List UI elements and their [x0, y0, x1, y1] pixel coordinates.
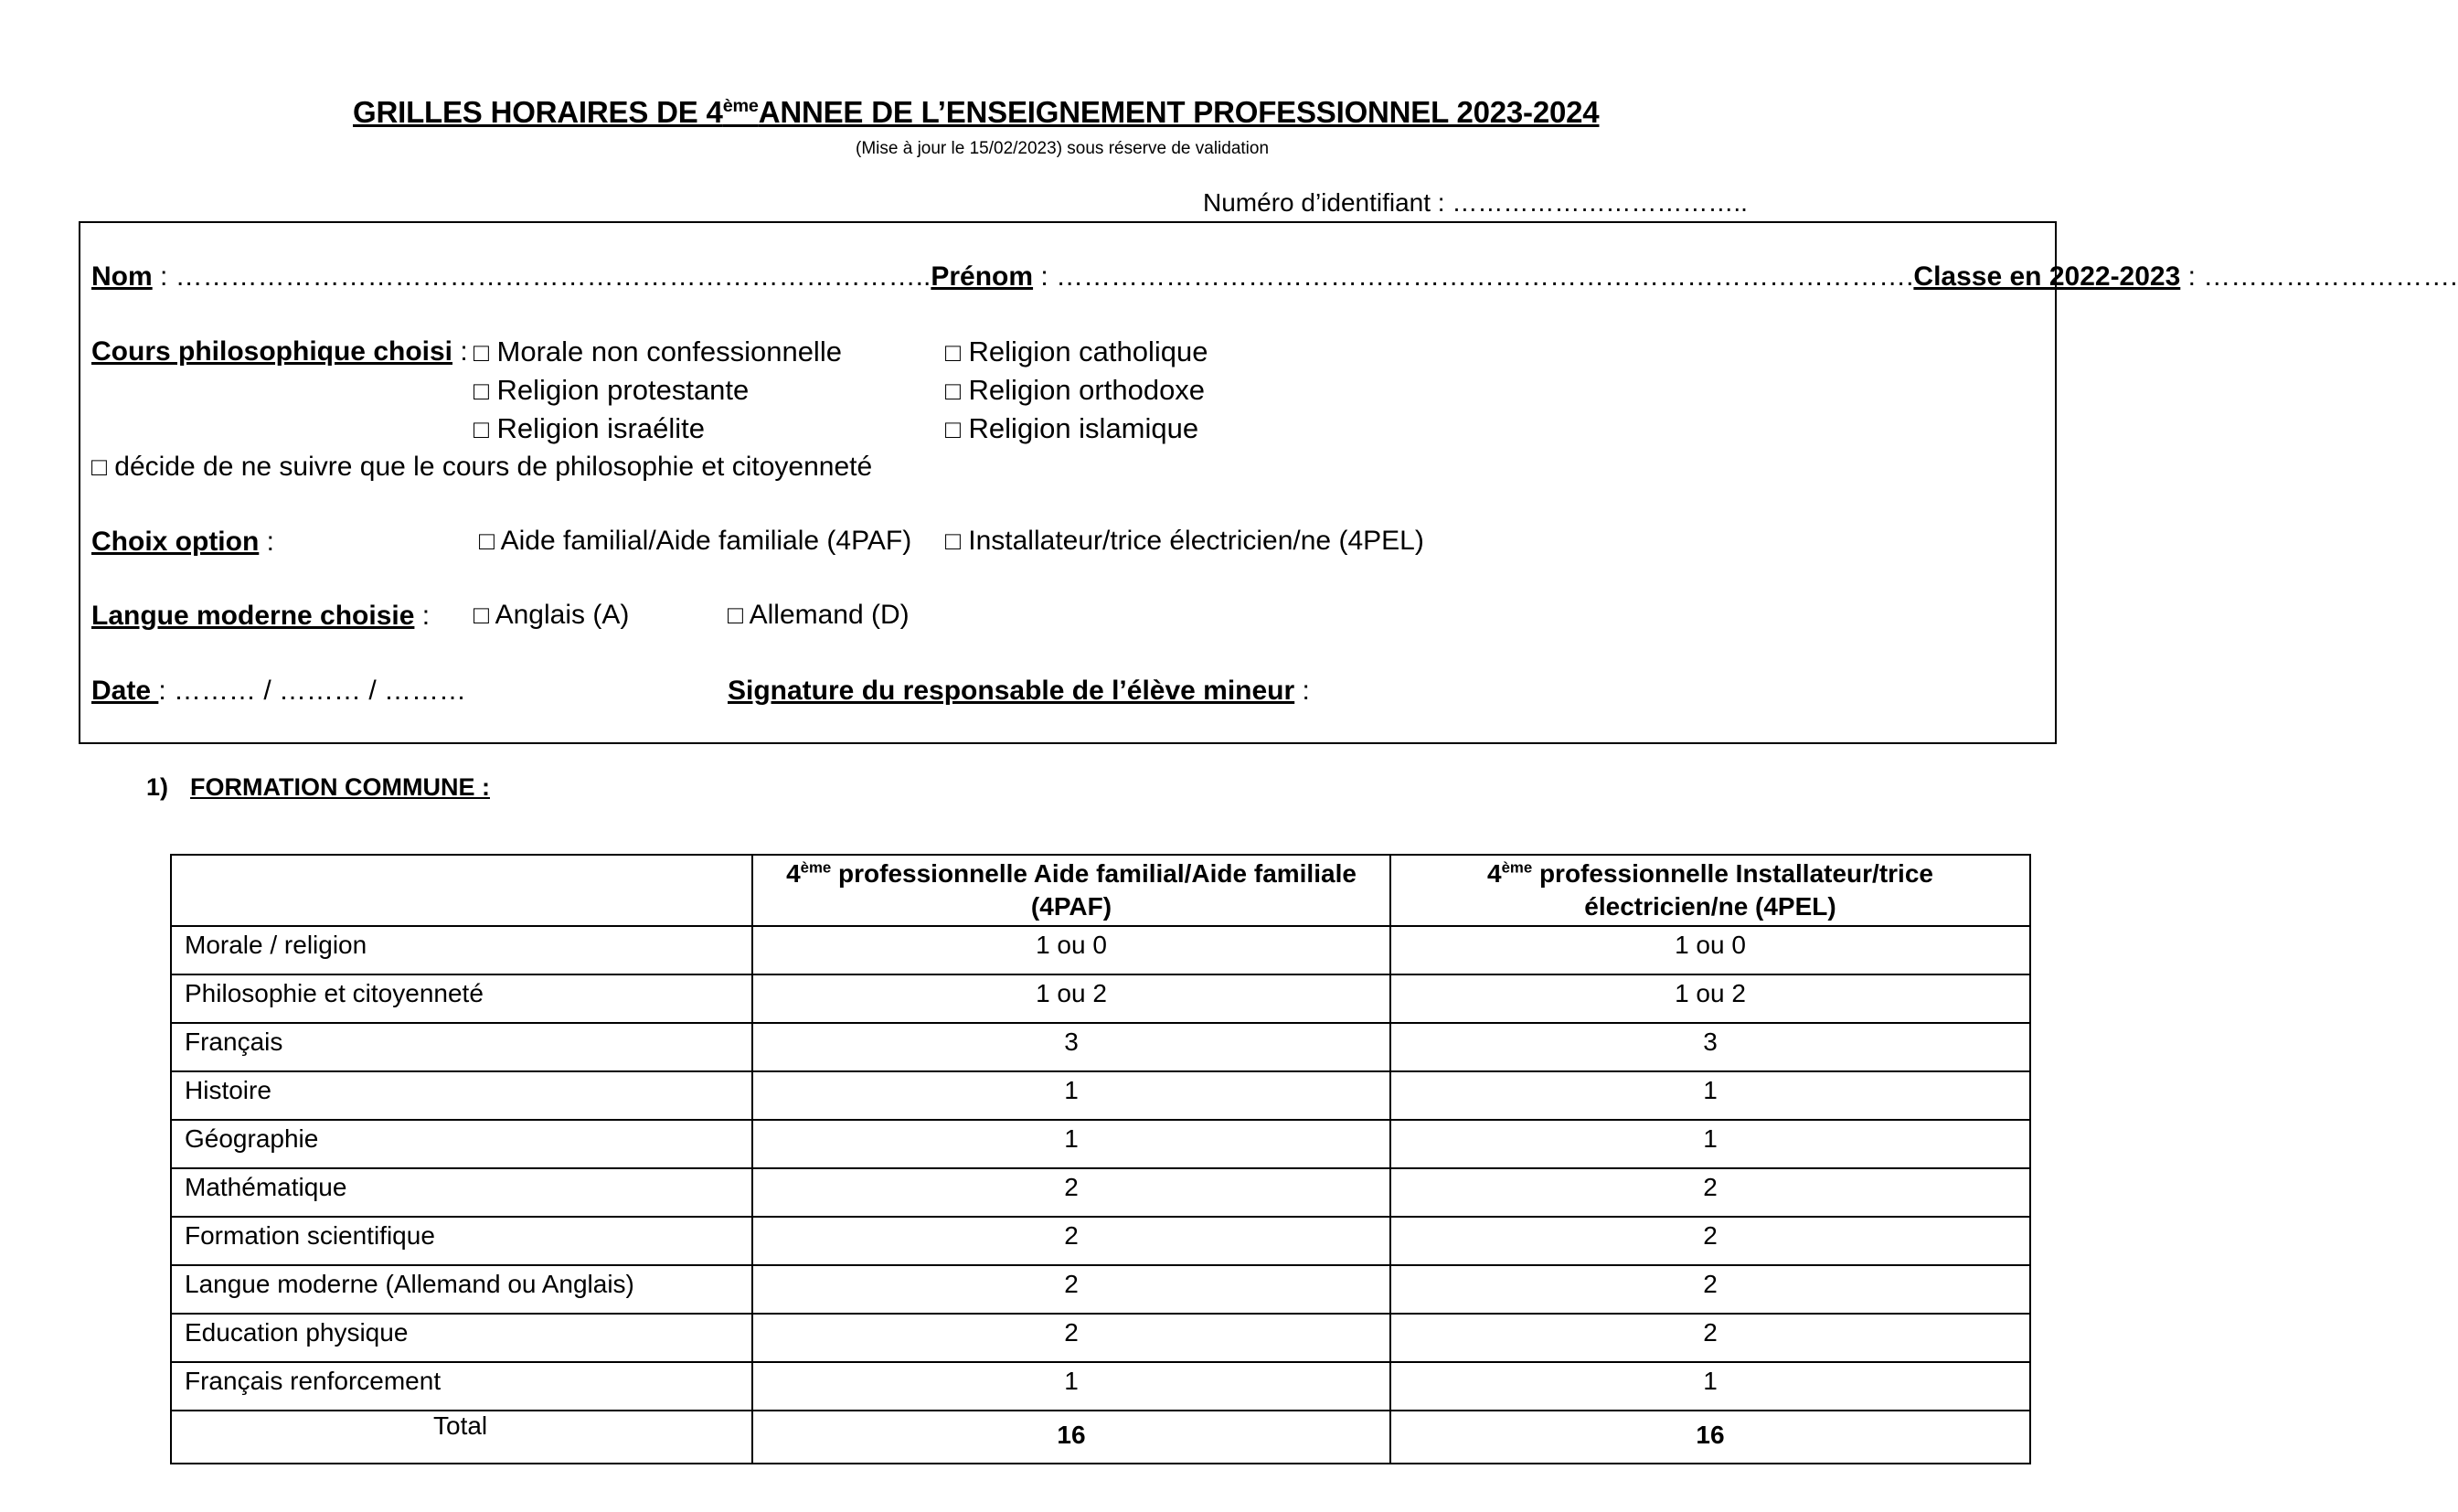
subject-cell: Langue moderne (Allemand ou Anglais) [171, 1265, 752, 1314]
date-row [91, 676, 466, 707]
langue-label: Langue moderne choisie [91, 601, 415, 631]
section-heading [146, 773, 490, 802]
langue-colon: : [414, 601, 431, 631]
cours-label: Cours philosophique choisi [91, 336, 453, 367]
option-label: Religion orthodoxe [968, 374, 1206, 406]
checkbox-icon[interactable]: □ [479, 527, 495, 555]
checkbox-allemand[interactable] [728, 600, 910, 631]
header-4paf: 4ème professionnelle Aide familial/Aide familiale (4PAF) [752, 855, 1390, 926]
section-title: FORMATION COMMUNE : [190, 773, 490, 801]
subject-cell: Français [171, 1023, 752, 1071]
cours-label-row [91, 336, 468, 367]
paf-hours-cell: 2 [752, 1314, 1390, 1362]
table-row [171, 1071, 2030, 1120]
pel-hours-cell: 2 [1390, 1217, 2030, 1265]
checkbox-philosophie-only[interactable] [91, 452, 872, 483]
subject-cell: Histoire [171, 1071, 752, 1120]
paf-hours-cell: 1 ou 2 [752, 974, 1390, 1023]
table-row [171, 1314, 2030, 1362]
checkbox-protestante[interactable] [474, 374, 749, 407]
option-label: Religion catholique [968, 335, 1208, 367]
hours-table [170, 854, 2031, 1464]
total-label: Total [171, 1411, 752, 1464]
subject-cell: Mathématique [171, 1168, 752, 1217]
pel-hours-cell: 2 [1390, 1265, 2030, 1314]
pel-hours-cell: 1 [1390, 1120, 2030, 1168]
option-label: Aide familial/Aide familiale (4PAF) [500, 526, 912, 556]
subject-cell: Français renforcement [171, 1362, 752, 1411]
subject-cell: Philosophie et citoyenneté [171, 974, 752, 1023]
prenom-label: Prénom [931, 261, 1034, 292]
checkbox-catholique[interactable] [945, 335, 1208, 368]
checkbox-icon[interactable]: □ [474, 377, 489, 405]
checkbox-icon[interactable]: □ [945, 338, 961, 367]
classe-label: Classe en 2022-2023 [1913, 261, 2181, 292]
paf-hours-cell: 1 [752, 1120, 1390, 1168]
subject-cell: Morale / religion [171, 926, 752, 974]
nom-label: Nom [91, 261, 153, 292]
total-row [171, 1411, 2030, 1464]
classe-field[interactable]: : ………………………. [2180, 261, 2458, 292]
checkbox-icon[interactable]: □ [91, 453, 107, 481]
option-label: Religion israélite [496, 412, 705, 444]
signature-colon: : [1294, 676, 1310, 706]
checkbox-icon[interactable]: □ [945, 415, 961, 443]
paf-hours-cell: 1 ou 0 [752, 926, 1390, 974]
checkbox-icon[interactable]: □ [945, 377, 961, 405]
date-label: Date [91, 676, 159, 706]
checkbox-icon[interactable]: □ [474, 415, 489, 443]
table-row [171, 1217, 2030, 1265]
cours-colon: : [452, 336, 468, 367]
subject-cell: Géographie [171, 1120, 752, 1168]
pel-hours-cell: 1 ou 2 [1390, 974, 2030, 1023]
paf-hours-cell: 3 [752, 1023, 1390, 1071]
signature-label: Signature du responsable de l’élève mineur [728, 676, 1295, 706]
checkbox-4paf[interactable] [479, 526, 911, 557]
table-row [171, 974, 2030, 1023]
prenom-field[interactable]: : …………………………………………………………………………………. [1033, 261, 1914, 292]
nom-row [91, 261, 2458, 293]
section-number: 1) [146, 773, 169, 801]
checkbox-orthodoxe[interactable] [945, 374, 1205, 407]
page-title: GRILLES HORAIRES DE 4èmeANNEE DE L’ENSEIGNEMENT PROFESSIONNEL 2023-2024 [353, 95, 1600, 129]
option-label: Installateur/trice électricien/ne (4PEL) [968, 526, 1424, 556]
option-label-row [91, 527, 274, 558]
header-empty-cell [171, 855, 752, 926]
update-note: (Mise à jour le 15/02/2023) sous réserve de validation [856, 139, 1270, 158]
option-label: Allemand (D) [749, 600, 910, 630]
checkbox-anglais[interactable] [474, 600, 629, 631]
option-label: décide de ne suivre que le cours de philosophie et citoyenneté [114, 452, 873, 482]
header-4pel: 4ème professionnelle Installateur/trice électricien/ne (4PEL) [1390, 855, 2030, 926]
checkbox-icon[interactable]: □ [945, 527, 961, 555]
table-row [171, 1265, 2030, 1314]
paf-hours-cell: 2 [752, 1265, 1390, 1314]
langue-label-row [91, 601, 430, 632]
checkbox-israelite[interactable] [474, 412, 705, 445]
pel-total-cell: 16 [1390, 1411, 2030, 1464]
pel-hours-cell: 1 ou 0 [1390, 926, 2030, 974]
table-row [171, 926, 2030, 974]
checkbox-morale[interactable] [474, 335, 842, 368]
nom-field[interactable]: : ……………………………………………………………………….. [152, 261, 931, 292]
checkbox-4pel[interactable] [945, 526, 1424, 557]
option-label: Religion islamique [968, 412, 1199, 444]
checkbox-icon[interactable]: □ [474, 601, 489, 629]
option-colon: : [259, 527, 274, 557]
table-row [171, 1362, 2030, 1411]
checkbox-icon[interactable]: □ [728, 601, 743, 629]
paf-total-cell: 16 [752, 1411, 1390, 1464]
date-field[interactable]: : ……… / ……… / ……… [158, 676, 467, 706]
paf-hours-cell: 1 [752, 1362, 1390, 1411]
signature-row [728, 676, 1310, 707]
identifier-field[interactable]: Numéro d’identifiant : …………………………….. [1203, 188, 1748, 217]
paf-hours-cell: 1 [752, 1071, 1390, 1120]
table-row [171, 1120, 2030, 1168]
table-header-row [171, 855, 2030, 926]
checkbox-icon[interactable]: □ [474, 338, 489, 367]
pel-hours-cell: 2 [1390, 1168, 2030, 1217]
table-row [171, 1168, 2030, 1217]
paf-hours-cell: 2 [752, 1217, 1390, 1265]
option-label: Anglais (A) [495, 600, 630, 630]
subject-cell: Education physique [171, 1314, 752, 1362]
checkbox-islamique[interactable] [945, 412, 1198, 445]
student-info-form [79, 221, 2057, 744]
option-label: Morale non confessionnelle [496, 335, 842, 367]
paf-hours-cell: 2 [752, 1168, 1390, 1217]
pel-hours-cell: 1 [1390, 1071, 2030, 1120]
option-label: Religion protestante [496, 374, 750, 406]
pel-hours-cell: 3 [1390, 1023, 2030, 1071]
subject-cell: Formation scientifique [171, 1217, 752, 1265]
table-row [171, 1023, 2030, 1071]
pel-hours-cell: 1 [1390, 1362, 2030, 1411]
pel-hours-cell: 2 [1390, 1314, 2030, 1362]
option-label: Choix option [91, 527, 260, 557]
